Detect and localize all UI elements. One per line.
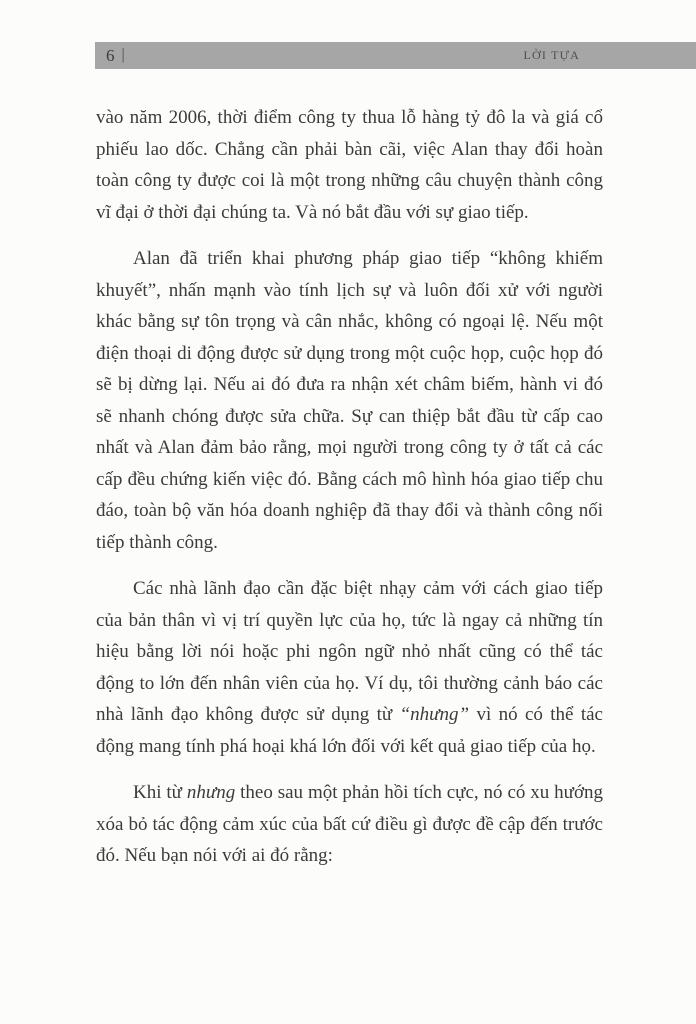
text-run: vì nó có thể tác động mang tính phá hoại khá lớn đối với kết quả giao tiếp của họ. <box>96 704 603 757</box>
text-run: vào năm 2006, thời điểm công ty thua lỗ hàng tỷ đô la và giá cổ phiếu lao dốc. Chẳng cần phải bàn cãi, việc Alan thay đổi hoàn toàn công ty được coi là một trong những câu chuyện thành công vĩ đại ở thời đại chúng ta. Và nó bắt đầu với sự giao tiếp. <box>96 107 603 223</box>
page-text <box>96 102 603 887</box>
page-number <box>106 46 125 66</box>
text-run: theo sau một phản hồi tích cực, nó có xu hướng xóa bỏ tác động cảm xúc của bất cứ điều gì được đề cập đến trước đó. Nếu bạn nói với ai đó rằng: <box>96 782 603 866</box>
page-header-bar <box>95 42 696 69</box>
emphasized-text: nhưng <box>186 782 236 803</box>
page-number-value: 6 <box>106 45 115 65</box>
text-run: Khi từ <box>133 782 187 803</box>
text-run: Alan đã triển khai phương pháp giao tiếp “không khiếm khuyết”, nhấn mạnh vào tính lịch sự và luôn đối xử với người khác bằng sự tôn trọng và cân nhắc, không có ngoại lệ. Nếu một điện thoại di động được sử dụng trong một cuộc họp, cuộc họp đó sẽ bị dừng lại. Nếu ai đó đưa ra nhận xét châm biếm, hành vi đó sẽ nhanh chóng được sửa chữa. Sự can thiệp bắt đầu từ cấp cao nhất và Alan đảm bảo rằng, mọi người trong công ty ở tất cả các cấp đều chứng kiến việc đó. Bằng cách mô hình hóa giao tiếp chu đáo, toàn bộ văn hóa doanh nghiệp đã thay đổi và thành công nối tiếp thành công. <box>96 248 603 553</box>
running-title: LỜI TỰA <box>523 48 580 62</box>
paragraph <box>96 243 603 558</box>
paragraph <box>96 102 603 228</box>
paragraph <box>96 573 603 762</box>
text-run: Các nhà lãnh đạo cần đặc biệt nhạy cảm với cách giao tiếp của bản thân vì vị trí quyền lực của họ, tức là ngay cả những tín hiệu bằng lời nói hoặc phi ngôn ngữ nhỏ nhất cũng có thể tác động to lớn đến nhân viên của họ. Ví dụ, tôi thường cảnh báo các nhà lãnh đạo không được sử dụng từ <box>96 578 603 725</box>
paragraph <box>96 777 603 872</box>
page-number-separator: | <box>121 45 125 63</box>
emphasized-text: “nhưng” <box>399 704 470 725</box>
